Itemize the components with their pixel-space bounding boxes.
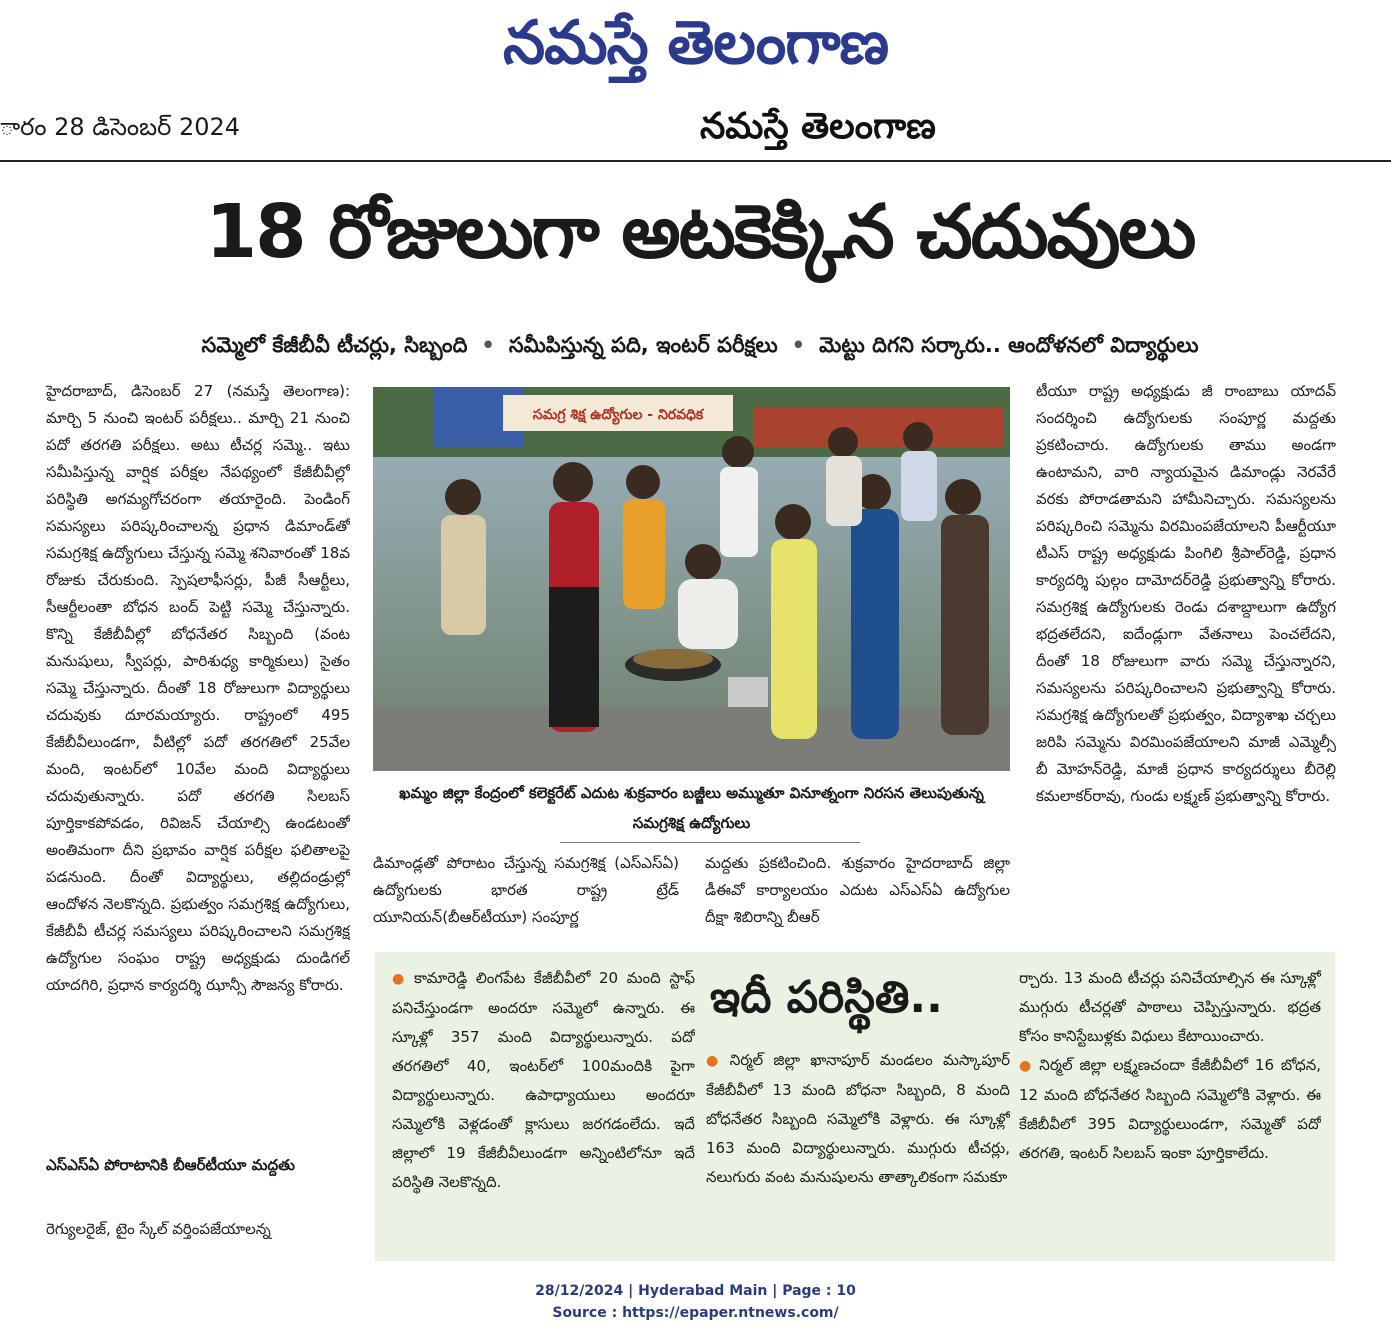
article-subhead-brtu: ఎస్ఎస్ఏ పోరాటానికి బీఆర్‌టీయూ మద్దతు [46,1156,295,1174]
photo-caption: ఖమ్మం జిల్లా కేంద్రంలో కలెక్టరేట్ ఎదుట శుక్రవారం బజ్జీలు అమ్ముతూ వినూత్నంగా నిరసన తెలుపుతున్న సమగ్రశిక్ష ఉద్యోగులు [399,784,984,832]
bullet-icon: ● [1019,1058,1034,1074]
situation-text: కామారెడ్డి లింగపేట కేజీబీవీలో 20 మంది స్టాఫ్ పనిచేస్తుండగా అందరూ సమ్మెలో ఉన్నారు. ఈ స్కూళ్లో 357 మంది విద్యార్థులున్నారు. పదో తరగతిలో 40, ఇంటర్‌లో 100మందికి పైగా విద్యార్థులున్నారు. ఉపాధ్యాయులు అందరూ సమ్మెలోకి వెళ్లడంతో క్లాసులు జరగడంలేదు. ఇదే జిల్లాలో 19 కేజీబీవీలుండగా అన్నింటిలోనూ ఇదే పరిస్థితి నెలకొన్నది. [392,969,695,1191]
news-photo [373,387,1010,771]
caption-rule [560,842,860,843]
situation-item-maskapur [706,1046,1010,1254]
article-continuation-a: డిమాండ్లతో పోరాటం చేస్తున్న సమగ్రశిక్ష (ఎస్ఎస్ఏ) ఉద్యోగులకు భారత రాష్ట్ర ట్రేడ్ యూనియన్(బీఆర్‌టీయూ) సంపూర్ణ [373,854,679,926]
situation-item-kamareddy [392,964,695,1254]
situation-text: నిర్మల్ జిల్లా లక్ష్మణచందా కేజీబీవీలో 16 బోధన, 12 మంది బోధనేతర సిబ్బంది సమ్మెలోకి వెళ్లారు. ఈ కేజీబీవీలో 395 విద్యార్థులుండగా, సమ్మెతో పదో తరగతి, ఇంటర్ సిలబస్ ఇంకా పూర్తికాలేదు. [1019,1056,1321,1162]
bullet-separator: • [481,333,495,357]
dateline: ారం 28 డిసెంబర్ 2024 [0,113,241,141]
page-footer [0,1280,1391,1324]
article-column-4: టీయూ రాష్ట్ర అధ్యక్షుడు జీ రాంబాబు యాదవ్ సందర్శించి ఉద్యోగులకు సంపూర్ణ మద్దతు ప్రకటించారు. ఉద్యోగులకు తాము అండగా ఉంటామని, వారి న్యాయమైన డిమాండ్లు నెరవేరే వరకు పోరాడతామని హామీనిచ్చారు. సమస్యలను పరిష్కరించి సమ్మెను విరమింపజేయాలని పీఆర్టీయూ టీఎస్ రాష్ట్ర అధ్యక్షుడు పింగిలి శ్రీపాల్‌రెడ్డి, ప్రధాన కార్యదర్శి పుల్గం దామోదర్‌రెడ్డి ప్రభుత్వాన్ని కోరారు. సమగ్రశిక్ష ఉద్యోగులకు రెండు దశాబ్దాలుగా ఉద్యోగ భద్రతలేదని, ఐదేండ్లుగా వేతనాలు పెంచలేదని, దీంతో 18 రోజులుగా వారు సమ్మె చేస్తున్నారని, సమస్యలను పరిష్కరించాలని ప్రభుత్వాన్ని కోరారు. సమగ్రశిక్ష ఉద్యోగులతో ప్రభుత్వం, విద్యాశాఖ చర్చలు జరిపి సమ్మెను విరమింపజేయాలని మాజీ ఎమ్మెల్సీ బీ మోహన్‌రెడ్డి, మాజీ ప్రధాన కార్యదర్శులు బీరెల్లి కమలాకర్‌రావు, గుండు లక్ష్మణ్ ప్రభుత్వాన్ని కోరారు. [1036,382,1336,805]
article-continuation-b: మద్దతు ప్రకటించింది. శుక్రవారం హైదరాబాద్ జిల్లా డీఈవో కార్యాలయం ఎదుట ఎస్ఎస్ఏ ఉద్యోగుల దీక్షా శిబిరాన్ని బీఆర్ [705,854,1010,926]
bullet-icon: ● [706,1053,724,1069]
bullet-icon: ● [392,971,409,987]
situation-text-continued: ర్చారు. 13 మంది టీచర్లు పనిచేయాల్సిన ఈ స్కూళ్లో ముగ్గురు టీచర్లతో పాఠాలు చెప్పిస్తున్నారు. భద్రత కోసం కానిస్టేబుళ్లకు విధులు కేటాయించారు. [1019,969,1321,1045]
subhead-1: సమ్మెలో కేజీబీవీ టీచర్లు, సిబ్బంది [201,333,468,357]
header-rule [0,160,1391,162]
situation-box-title: ఇదీ పరిస్థితి.. [710,972,943,1023]
bullet-separator: • [791,333,806,357]
situation-item-column-3 [1019,964,1321,1254]
photo-banner-text: సమగ్ర శిక్ష ఉద్యోగుల - నిరవధిక [532,407,704,423]
subhead-2: సమీపిస్తున్న పది, ఇంటర్ పరీక్షలు [508,333,778,357]
section-brand: నమస్తే తెలంగాణ [700,106,936,147]
footer-edition: 28/12/2024 | Hyderabad Main | Page : 10 [535,1283,856,1299]
article-column-1 [46,378,350,1158]
masthead-logo: నమస్తే తెలంగాణ [502,8,889,78]
article-headline: 18 రోజులుగా అటకెక్కిన చదువులు [205,189,1195,275]
article-body-tail: రెగ్యులరైజ్, టైం స్కేల్ వర్తింపజేయాలన్న [46,1220,271,1238]
article-body-text: హైదరాబాద్, డిసెంబర్ 27 (నమస్తే తెలంగాణ): మార్చి 5 నుంచి ఇంటర్ పరీక్షలు.. మార్చి 21 నుంచి పదో తరగతి పరీక్షలు. అటు టీచర్ల సమ్మె.. ఇటు సమీపిస్తున్న వార్షిక పరీక్షల నేపథ్యంలో కేజీబీవీల్లో పరిస్థితి అగమ్యగోచరంగా తయారైంది. పెండింగ్ సమస్యలు పరిష్కరించాలన్న ప్రధాన డిమాండ్‌తో సమగ్రశిక్ష ఉద్యోగులు చేస్తున్న సమ్మె శనివారంతో 18వ రోజుకు చేరుకుంది. స్పెషలాఫీసర్లు, పీజీ సీఆర్టీలు, సీఆర్టీలంతా బోధన బంద్ పెట్టి సమ్మె చేస్తున్నారు. కొన్ని కేజీబీవీల్లో బోధనేతర సిబ్బంది (వంట మనుషులు, స్వీపర్లు, పారిశుధ్య కార్మికులు) సైతం సమ్మె చేస్తున్నారు. దీంతో 18 రోజులుగా విద్యార్థులు చదువుకు దూరమయ్యారు. రాష్ట్రంలో 495 కేజీబీవీలుండగా, వీటిల్లో పదో తరగతిలో 25వేల మంది, ఇంటర్‌లో 10వేల మంది విద్యార్థులు చదువుతున్నారు. పదో తరగతి సిలబస్ పూర్తికాకపోవడం, రివిజన్ చేయాల్సి ఉండటంతో అంతిమంగా దీని ప్రభావం వార్షిక పరీక్షల ఫలితాలపై పడనుంది. దీంతో విద్యార్థులు, తల్లిదండ్రుల్లో ఆందోళన నెలకొన్నది. ప్రభుత్వం సమగ్రశిక్ష ఉద్యోగులు, కేజీబీవీ టీచర్ల సమస్యలు పరిష్కరించాలని సమగ్రశిక్ష ఉద్యోగుల సంఘం రాష్ట్ర అధ్యక్షుడు దుండిగల్ యాదగిరి, ప్రధాన కార్యదర్శి ఝాన్సీ సౌజన్య కోరారు. [46,382,350,994]
situation-text: నిర్మల్ జిల్లా ఖానాపూర్ మండలం మస్కాపూర్ కేజీబీవీలో 13 మంది బోధనా సిబ్బంది, 8 మంది బోధనేతర సిబ్బంది సమ్మెలోకి వెళ్లారు. ఈ స్కూళ్లో 163 మంది విద్యార్థులున్నారు. ముగ్గురు టీచర్లు, నలుగురు వంట మనుషులను తాత్కాలికంగా సమకూ [706,1051,1010,1186]
footer-source: Source : https://epaper.ntnews.com/ [552,1305,839,1321]
subhead-3: మెట్టు దిగని సర్కారు.. ఆందోళనలో విద్యార్థులు [819,333,1199,357]
subheads [40,328,1360,362]
